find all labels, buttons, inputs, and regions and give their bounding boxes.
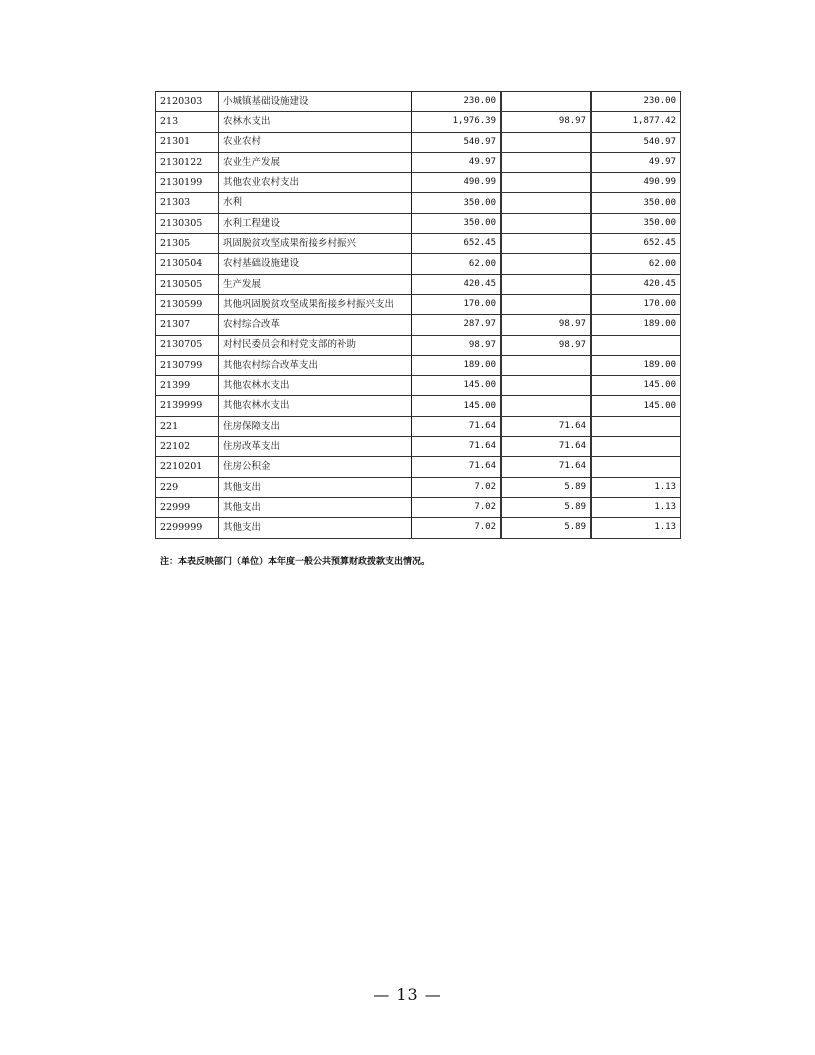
total-amount-cell: 71.64 — [412, 437, 501, 457]
subject-name-cell: 农村基础设施建设 — [219, 254, 412, 274]
table-row — [156, 274, 681, 294]
basic-expenditure-cell: 71.64 — [502, 416, 591, 436]
subject-code-cell: 2130799 — [156, 355, 219, 375]
project-expenditure-cell: 145.00 — [592, 396, 681, 416]
subject-name-cell: 巩固脱贫攻坚成果衔接乡村振兴 — [219, 234, 412, 254]
expenditure-table — [155, 91, 681, 539]
total-amount-cell: 145.00 — [412, 396, 501, 416]
basic-expenditure-cell — [502, 152, 591, 172]
subject-code-cell: 221 — [156, 416, 219, 436]
table-row — [156, 315, 681, 335]
table-row — [156, 355, 681, 375]
subject-code-cell: 2130705 — [156, 335, 219, 355]
basic-expenditure-cell — [502, 193, 591, 213]
project-expenditure-cell: 1,877.42 — [592, 112, 681, 132]
total-amount-cell: 1,976.39 — [412, 112, 501, 132]
table-body — [156, 92, 681, 539]
subject-code-cell: 22999 — [156, 497, 219, 517]
table-row — [156, 416, 681, 436]
subject-code-cell: 2130199 — [156, 173, 219, 193]
subject-name-cell: 其他巩固脱贫攻坚成果衔接乡村振兴支出 — [219, 294, 412, 314]
subject-name-cell: 生产发展 — [219, 274, 412, 294]
table-row — [156, 518, 681, 538]
basic-expenditure-cell: 5.89 — [502, 477, 591, 497]
subject-code-cell: 21305 — [156, 234, 219, 254]
project-expenditure-cell: 145.00 — [592, 376, 681, 396]
total-amount-cell: 420.45 — [412, 274, 501, 294]
project-expenditure-cell: 350.00 — [592, 193, 681, 213]
subject-code-cell: 2210201 — [156, 457, 219, 477]
subject-code-cell: 2130305 — [156, 213, 219, 233]
basic-expenditure-cell — [502, 274, 591, 294]
basic-expenditure-cell: 5.89 — [502, 518, 591, 538]
basic-expenditure-cell: 98.97 — [502, 315, 591, 335]
table-row — [156, 477, 681, 497]
project-expenditure-cell — [592, 335, 681, 355]
table-row — [156, 112, 681, 132]
subject-code-cell: 2130504 — [156, 254, 219, 274]
project-expenditure-cell: 49.97 — [592, 152, 681, 172]
subject-code-cell: 21301 — [156, 132, 219, 152]
subject-code-cell: 2130122 — [156, 152, 219, 172]
subject-name-cell: 农林水支出 — [219, 112, 412, 132]
total-amount-cell: 350.00 — [412, 213, 501, 233]
total-amount-cell: 652.45 — [412, 234, 501, 254]
subject-name-cell: 水利 — [219, 193, 412, 213]
total-amount-cell: 490.99 — [412, 173, 501, 193]
subject-name-cell: 农业生产发展 — [219, 152, 412, 172]
table-row — [156, 437, 681, 457]
basic-expenditure-cell — [502, 173, 591, 193]
total-amount-cell: 287.97 — [412, 315, 501, 335]
table-row — [156, 335, 681, 355]
total-amount-cell: 230.00 — [412, 92, 501, 112]
total-amount-cell: 71.64 — [412, 457, 501, 477]
table-row — [156, 213, 681, 233]
subject-name-cell: 对村民委员会和村党支部的补助 — [219, 335, 412, 355]
subject-name-cell: 其他支出 — [219, 477, 412, 497]
table-row — [156, 497, 681, 517]
basic-expenditure-cell: 71.64 — [502, 457, 591, 477]
project-expenditure-cell: 420.45 — [592, 274, 681, 294]
basic-expenditure-cell — [502, 294, 591, 314]
table-row — [156, 173, 681, 193]
project-expenditure-cell: 62.00 — [592, 254, 681, 274]
basic-expenditure-cell — [502, 92, 591, 112]
basic-expenditure-cell: 98.97 — [502, 112, 591, 132]
project-expenditure-cell: 189.00 — [592, 315, 681, 335]
table-row — [156, 92, 681, 112]
total-amount-cell: 7.02 — [412, 497, 501, 517]
subject-name-cell: 小城镇基础设施建设 — [219, 92, 412, 112]
basic-expenditure-cell — [502, 254, 591, 274]
project-expenditure-cell — [592, 457, 681, 477]
subject-name-cell: 农村综合改革 — [219, 315, 412, 335]
basic-expenditure-cell: 5.89 — [502, 497, 591, 517]
total-amount-cell: 540.97 — [412, 132, 501, 152]
subject-code-cell: 22102 — [156, 437, 219, 457]
subject-name-cell: 其他农业农村支出 — [219, 173, 412, 193]
subject-name-cell: 住房公积金 — [219, 457, 412, 477]
subject-code-cell: 2299999 — [156, 518, 219, 538]
basic-expenditure-cell — [502, 213, 591, 233]
subject-name-cell: 住房改革支出 — [219, 437, 412, 457]
table-row — [156, 152, 681, 172]
total-amount-cell: 7.02 — [412, 477, 501, 497]
subject-code-cell: 2139999 — [156, 396, 219, 416]
basic-expenditure-cell — [502, 396, 591, 416]
total-amount-cell: 7.02 — [412, 518, 501, 538]
subject-name-cell: 其他农村综合改革支出 — [219, 355, 412, 375]
subject-name-cell: 其他农林水支出 — [219, 376, 412, 396]
project-expenditure-cell: 230.00 — [592, 92, 681, 112]
basic-expenditure-cell — [502, 355, 591, 375]
table-row — [156, 294, 681, 314]
subject-code-cell: 21399 — [156, 376, 219, 396]
project-expenditure-cell: 189.00 — [592, 355, 681, 375]
project-expenditure-cell: 1.13 — [592, 477, 681, 497]
project-expenditure-cell: 350.00 — [592, 213, 681, 233]
project-expenditure-cell: 652.45 — [592, 234, 681, 254]
basic-expenditure-cell — [502, 132, 591, 152]
basic-expenditure-cell: 71.64 — [502, 437, 591, 457]
subject-code-cell: 21307 — [156, 315, 219, 335]
table-row — [156, 234, 681, 254]
table-row — [156, 132, 681, 152]
project-expenditure-cell — [592, 437, 681, 457]
table-row — [156, 376, 681, 396]
total-amount-cell: 98.97 — [412, 335, 501, 355]
project-expenditure-cell: 540.97 — [592, 132, 681, 152]
subject-name-cell: 农业农村 — [219, 132, 412, 152]
table-row — [156, 254, 681, 274]
table-row — [156, 396, 681, 416]
basic-expenditure-cell: 98.97 — [502, 335, 591, 355]
total-amount-cell: 71.64 — [412, 416, 501, 436]
subject-code-cell: 229 — [156, 477, 219, 497]
total-amount-cell: 62.00 — [412, 254, 501, 274]
subject-name-cell: 其他支出 — [219, 518, 412, 538]
subject-code-cell: 21303 — [156, 193, 219, 213]
basic-expenditure-cell — [502, 234, 591, 254]
project-expenditure-cell: 490.99 — [592, 173, 681, 193]
total-amount-cell: 350.00 — [412, 193, 501, 213]
table-footnote: 注：本表反映部门（单位）本年度一般公共预算财政拨款支出情况。 — [160, 557, 431, 567]
project-expenditure-cell: 1.13 — [592, 497, 681, 517]
project-expenditure-cell — [592, 416, 681, 436]
subject-name-cell: 住房保障支出 — [219, 416, 412, 436]
project-expenditure-cell: 170.00 — [592, 294, 681, 314]
subject-code-cell: 2130599 — [156, 294, 219, 314]
subject-code-cell: 213 — [156, 112, 219, 132]
table-row — [156, 193, 681, 213]
total-amount-cell: 189.00 — [412, 355, 501, 375]
basic-expenditure-cell — [502, 376, 591, 396]
subject-name-cell: 其他农林水支出 — [219, 396, 412, 416]
subject-code-cell: 2120303 — [156, 92, 219, 112]
project-expenditure-cell: 1.13 — [592, 518, 681, 538]
subject-name-cell: 水利工程建设 — [219, 213, 412, 233]
subject-name-cell: 其他支出 — [219, 497, 412, 517]
total-amount-cell: 170.00 — [412, 294, 501, 314]
total-amount-cell: 49.97 — [412, 152, 501, 172]
table-row — [156, 457, 681, 477]
subject-code-cell: 2130505 — [156, 274, 219, 294]
total-amount-cell: 145.00 — [412, 376, 501, 396]
page-number: — 13 — — [373, 985, 442, 1004]
